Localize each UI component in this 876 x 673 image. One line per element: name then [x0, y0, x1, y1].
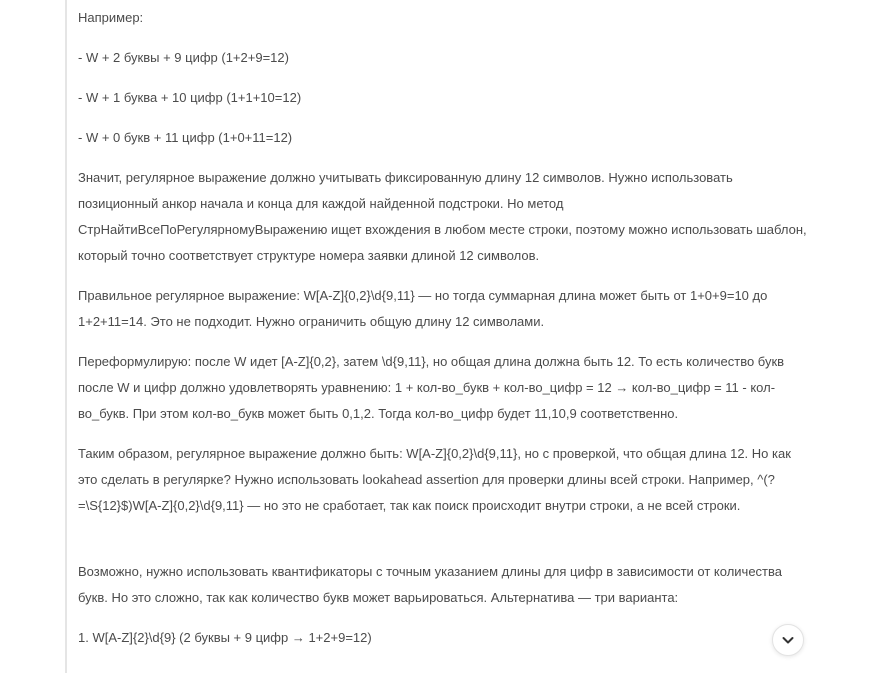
paragraph: Например:: [78, 10, 144, 25]
paragraph: - W + 1 буква + 10 цифр (1+1+10=12): [78, 90, 302, 105]
paragraph: Правильное регулярное выражение: W[A-Z]{0,2}\d{9,11} — но тогда суммарная длина может быть от 1+0+9=10 до 1+2+11=14. Это не подходит. Нужно ограничить общую длину 12 символами.: [78, 288, 768, 329]
reasoning-block: [65, 0, 825, 673]
paragraph: Значит, регулярное выражение должно учитывать фиксированную длину 12 символов. Нужно использовать позиционный анкор начала и конца для каждой найденной подстроки. Но метод СтрНайтиВсеПоРегулярномуВыражению ищет вхождения в любом месте строки, поэтому можно использовать шаблон, который точно соответствует структуре номера заявки длиной 12 символов.: [78, 170, 807, 263]
paragraph: - W + 0 букв + 11 цифр (1+0+11=12): [78, 130, 293, 145]
paragraph: Возможно, нужно использовать квантификаторы с точным указанием длины для цифр в зависимости от количества букв. Но это сложно, так как количество букв может варьироваться. Альтернатива — три варианта:: [78, 564, 782, 605]
scroll-down-button[interactable]: [772, 624, 804, 656]
paragraph: 1. W[A-Z]{2}\d{9} (2 буквы + 9 цифр → 1+2+9=12): [78, 630, 372, 645]
paragraph: - W + 2 буквы + 9 цифр (1+2+9=12): [78, 50, 289, 65]
paragraph: Переформулирую: после W идет [A-Z]{0,2}, затем \d{9,11}, но общая длина должна быть 12. То есть количество букв после W и цифр должно удовлетворять уравнению: 1 + кол-во_букв + кол-во_цифр = 12 → кол-во_цифр = 11 - кол-во_букв. При этом кол-во_букв может быть 0,1,2. Тогда кол-во_цифр будет 11,10,9 соответственно.: [78, 354, 785, 421]
paragraph: Таким образом, регулярное выражение должно быть: W[A-Z]{0,2}\d{9,11}, но с проверкой, что общая длина 12. Но как это сделать в регулярке? Нужно использовать lookahead assertion для проверки длины всей строки. Например, ^(?=\S{12}$)W[A-Z]{0,2}\d{9,11} — но это не сработает, так как поиск происходит внутри строки, а не всей строки.: [78, 446, 791, 513]
chevron-down-icon: [781, 633, 795, 647]
